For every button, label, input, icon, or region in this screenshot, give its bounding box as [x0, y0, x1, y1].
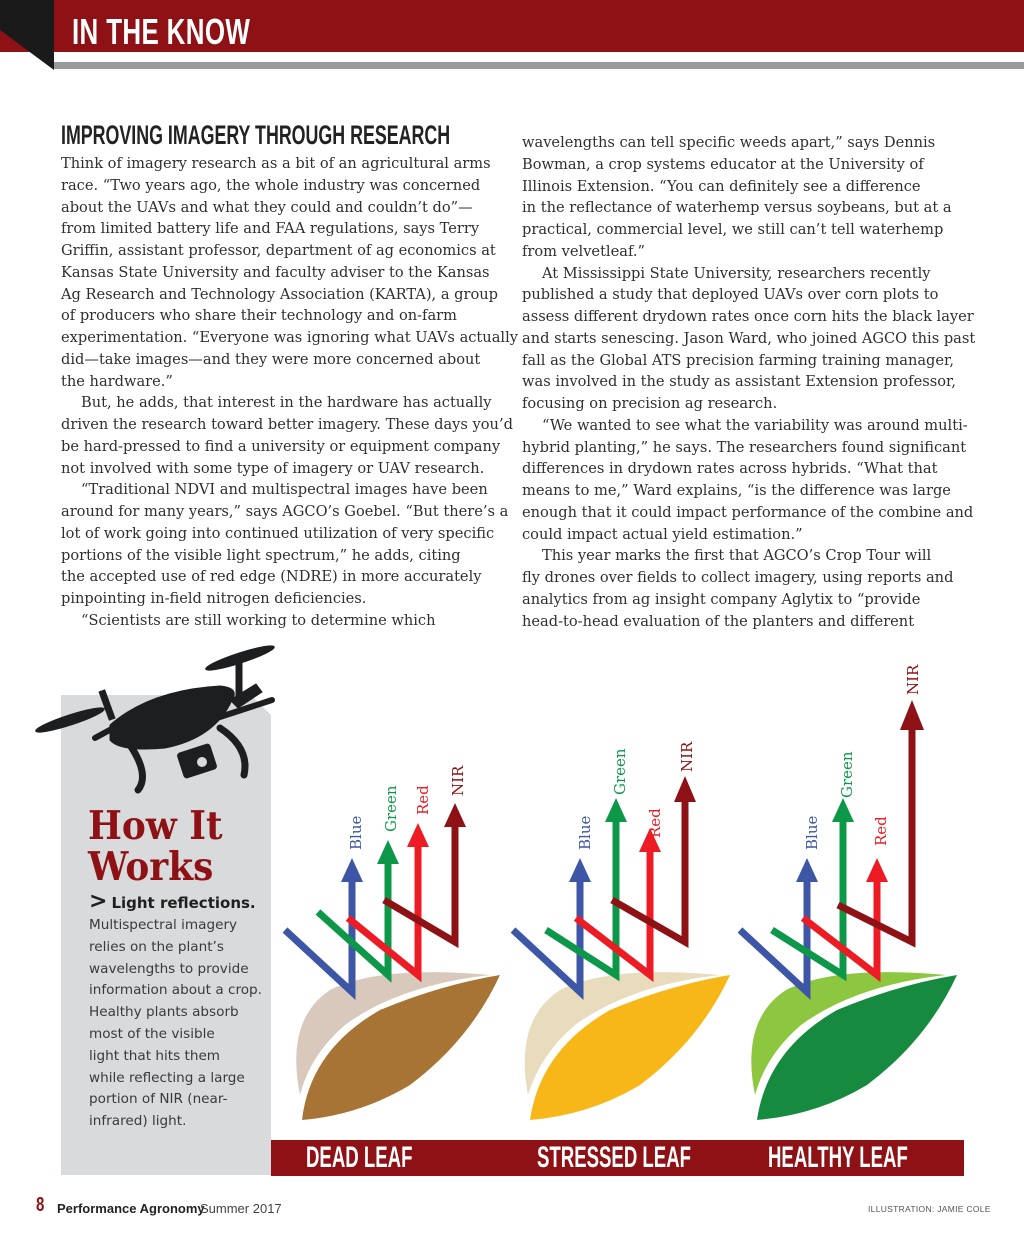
- text-line: Bowman, a crop systems educator at the University of: [522, 155, 924, 173]
- label-green: Green: [382, 785, 400, 832]
- healthy-leaf-label: HEALTHY LEAF: [768, 1141, 908, 1174]
- label-nir: NIR: [678, 741, 696, 772]
- body-line: while reflecting a large: [89, 1069, 245, 1086]
- label-blue: Blue: [576, 815, 594, 850]
- text-line: assess different drydown rates once corn hits the black layer: [522, 308, 974, 325]
- infographic-subtitle-text: Light reflections.: [111, 894, 256, 912]
- text-line: was involved in the study as assistant Extension professor,: [522, 373, 956, 391]
- text-line: wavelengths can tell specific weeds apart,” says Dennis: [522, 134, 936, 151]
- text-line: analytics from ag insight company Aglytix to “provide: [522, 590, 921, 608]
- text-line: of producers who share their technology and on-farm: [61, 307, 457, 325]
- label-green: Green: [838, 751, 856, 798]
- text-line: Griffin, assistant professor, department of ag economics at: [61, 242, 496, 259]
- infographic-title-line-1: How It: [88, 803, 223, 849]
- text-line: not involved with some type of imagery or UAV research.: [61, 459, 485, 477]
- body-line: portion of NIR (near-: [89, 1091, 228, 1108]
- text-line: the accepted use of red edge (NDRE) in more accurately: [61, 568, 482, 586]
- text-line: enough that it could impact performance of the combine and: [522, 503, 974, 521]
- text-line: from limited battery life and FAA regulations, says Terry: [61, 220, 480, 238]
- text-line: At Mississippi State University, researchers recently: [542, 264, 931, 282]
- dead-leaf-label: DEAD LEAF: [306, 1141, 413, 1174]
- caret-icon: >: [89, 889, 108, 914]
- text-line: differences in drydown rates across hybrids. “What that: [522, 460, 938, 478]
- label-nir: NIR: [904, 664, 922, 695]
- body-line: Healthy plants absorb: [89, 1004, 239, 1021]
- text-line: published a study that deployed UAVs over corn plots to: [522, 286, 939, 304]
- stressed-leaf-label: STRESSED LEAF: [537, 1141, 691, 1174]
- text-line: practical, commercial level, we still can’t tell waterhemp: [522, 221, 944, 238]
- label-red: Red: [646, 808, 664, 838]
- label-red: Red: [872, 816, 890, 846]
- body-line: light that hits them: [89, 1047, 221, 1064]
- text-line: fall as the Global ATS precision farming training manager,: [522, 351, 955, 369]
- text-line: could impact actual yield estimation.”: [522, 525, 803, 543]
- healthy-leaf-icon: [751, 972, 957, 1120]
- healthy-leaf-arrows: [740, 700, 924, 992]
- body-line: Multispectral imagery: [89, 917, 238, 933]
- issue-date: Summer 2017: [200, 1201, 282, 1216]
- label-nir: NIR: [449, 765, 467, 796]
- text-line: about the UAVs and what they could and couldn’t do”—: [61, 198, 473, 216]
- label-green: Green: [611, 748, 629, 795]
- page-number: 8: [36, 1194, 45, 1216]
- text-line: portions of the visible light spectrum,” he adds, citing: [61, 546, 461, 564]
- text-line: experimentation. “Everyone was ignoring what UAVs actually: [61, 329, 518, 346]
- infographic-title: [88, 803, 223, 890]
- illustration-credit: ILLUSTRATION: JAMIE COLE: [868, 1204, 991, 1214]
- infographic-title-line-2: Works: [88, 844, 214, 890]
- text-line: “Scientists are still working to determine which: [81, 611, 436, 629]
- text-line: from velvetleaf.”: [522, 242, 645, 260]
- dead-leaf-arrows: [285, 803, 466, 992]
- text-line: This year marks the first that AGCO’s Crop Tour will: [542, 547, 932, 565]
- body-line: relies on the plant’s: [89, 938, 224, 955]
- text-line: Kansas State University and faculty adviser to the Kansas: [61, 263, 490, 281]
- label-blue: Blue: [347, 815, 365, 850]
- text-line: the hardware.”: [61, 372, 173, 390]
- label-red: Red: [414, 785, 432, 815]
- text-line: Think of imagery research as a bit of an agricultural arms: [61, 155, 491, 172]
- infographic-body: [89, 915, 264, 1133]
- text-line: head-to-head evaluation of the planters and different: [522, 612, 915, 630]
- drone-icon: [34, 642, 276, 790]
- stressed-leaf-arrows: [513, 776, 696, 992]
- text-line: Illinois Extension. “You can definitely see a difference: [522, 177, 921, 195]
- text-line: be hard-pressed to find a university or equipment company: [61, 437, 501, 455]
- text-line: and starts senescing. Jason Ward, who joined AGCO this past: [522, 329, 976, 347]
- text-line: focusing on precision ag research.: [522, 395, 778, 412]
- text-line: lot of work going into continued utilization of very specific: [61, 524, 495, 542]
- text-line: “Traditional NDVI and multispectral images have been: [81, 481, 488, 499]
- body-line: infrared) light.: [89, 1113, 187, 1130]
- label-blue: Blue: [803, 815, 821, 850]
- section-title: IN THE KNOW: [72, 11, 251, 52]
- text-line: around for many years,” says AGCO’s Goebel. “But there’s a: [61, 503, 509, 520]
- dead-leaf-icon: [296, 972, 500, 1120]
- text-line: in the reflectance of waterhemp versus soybeans, but at a: [522, 199, 952, 217]
- text-line: fly drones over fields to collect imagery, using reports and: [522, 569, 954, 586]
- body-line: wavelengths to provide: [89, 960, 249, 977]
- text-line: Ag Research and Technology Association (KARTA), a group: [61, 285, 499, 303]
- body-line: most of the visible: [89, 1025, 215, 1042]
- text-line: race. “Two years ago, the whole industry was concerned: [61, 176, 481, 194]
- stressed-leaf-icon: [525, 972, 730, 1120]
- text-line: did—take images—and they were more concerned about: [61, 350, 481, 368]
- text-line: hybrid planting,” he says. The researchers found significant: [522, 438, 967, 456]
- article-title: IMPROVING IMAGERY THROUGH RESEARCH: [61, 120, 451, 150]
- text-line: driven the research toward better imagery. These days you’d: [61, 416, 513, 433]
- text-line: “We wanted to see what the variability was around multi-: [542, 416, 968, 434]
- infographic-subtitle: [89, 889, 256, 914]
- text-line: means to me,” Ward explains, “is the difference was large: [522, 482, 951, 499]
- text-line: But, he adds, that interest in the hardware has actually: [81, 394, 492, 412]
- body-line: information about a crop.: [89, 982, 263, 999]
- magazine-name: Performance Agronomy: [57, 1201, 205, 1216]
- text-line: pinpointing in-field nitrogen deficiencies.: [61, 590, 367, 607]
